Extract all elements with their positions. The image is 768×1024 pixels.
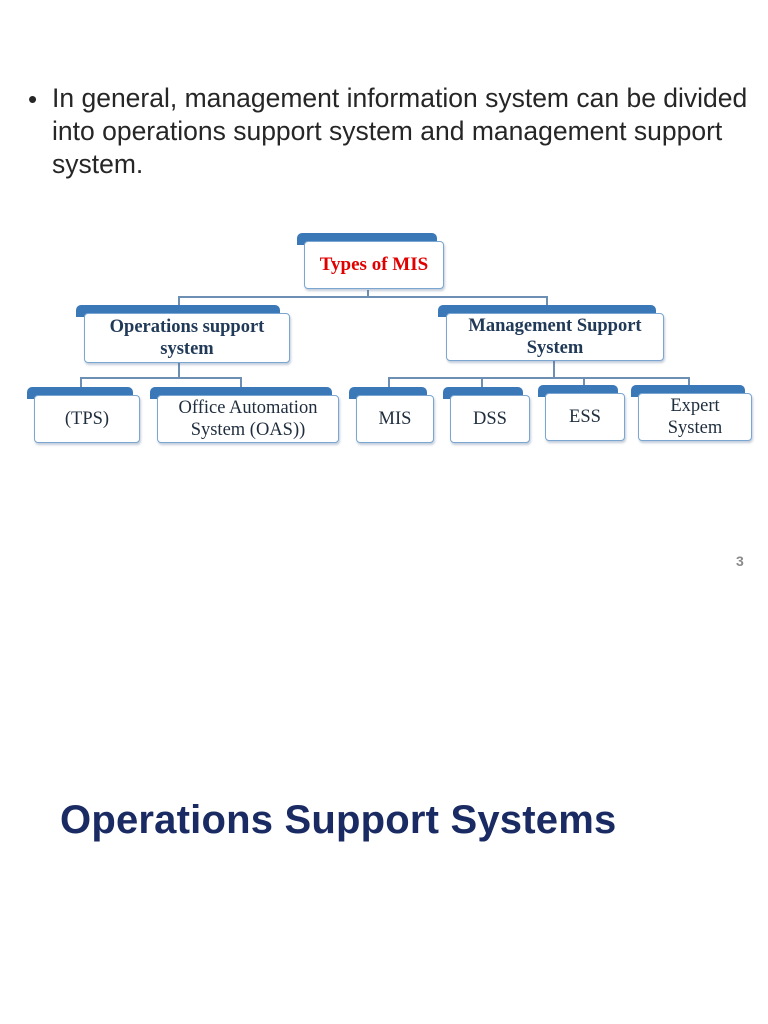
next-slide-title: Operations Support Systems [60,798,617,842]
connector-to-oas [240,377,242,387]
node-operations-support-system [76,305,292,365]
node-label: ESS [569,407,601,427]
connector-to-mis [388,377,390,387]
node-label: MIS [378,409,412,429]
page-number: 3 [736,553,744,569]
node-expert-system [631,385,755,443]
node-ess [538,385,628,443]
bullet-text: In general, management information system can be divided into operations support system and management support system. [52,83,748,179]
node-label: Office Automation System (OAS)) [178,398,318,440]
node-label: DSS [473,409,507,429]
node-office-automation-system [150,387,342,445]
node-label: (TPS) [64,409,110,429]
connector-management-bar [388,377,690,379]
node-mis [349,387,437,445]
mis-types-diagram [0,0,768,470]
node-management-support-system [438,305,666,363]
node-label: Operations support system [109,317,265,359]
node-tps [27,387,143,445]
bullet-dot: • [28,84,38,114]
node-label: Management Support System [468,316,642,358]
connector-to-dss [481,377,483,387]
node-types-of-mis [297,233,447,291]
connector-level1-bar [178,296,548,298]
connector-to-tps [80,377,82,387]
node-label: Types of MIS [319,254,429,275]
node-label: Expert System [667,396,723,438]
connector-operations-bar [80,377,242,379]
node-dss [443,387,533,445]
